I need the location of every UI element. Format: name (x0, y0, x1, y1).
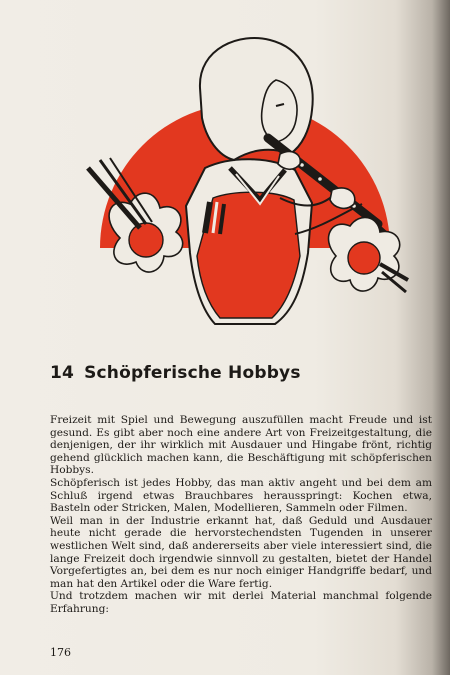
chapter-number: 14 (50, 363, 75, 383)
paragraph: Freizeit mit Spiel und Bewegung auszufüllen macht Freude und ist gesund. Es gibt aber noch eine andere Art von Freizeitgestaltung, die denjenigen, der ihr wirklich mit Ausdauer und Hingabe frönt, richtig gehend glücklich machen kann, die Beschäftigung mit schöpferischen Hobbys. (50, 414, 432, 477)
right-flower (329, 217, 408, 292)
chapter-heading (50, 363, 430, 383)
paragraph: Und trotzdem machen wir mit derlei Material manchmal folgende Erfahrung: (50, 590, 432, 615)
flute-player-illustration (80, 28, 410, 338)
chapter-title: Schöpferische Hobbys (84, 363, 301, 383)
paragraph: Weil man in der Industrie erkannt hat, daß Geduld und Ausdauer heute nicht gerade die hervorstechendsten Tugenden in unserer westlichen Welt sind, daß andererseits aber viele interessiert sind, die lange Freizeit doch irgendwie sinnvoll zu gestalten, bietet der Handel Vorgefertigtes an, bei dem es nur noch einiger Handgriffe bedarf, und man hat den Artikel oder die Ware fertig. (50, 514, 432, 590)
page-number: 176 (50, 646, 71, 659)
body-text (50, 414, 432, 616)
paragraph: Schöpferisch ist jedes Hobby, das man aktiv angeht und bei dem am Schluß irgend etwas Brauchbares herausspringt: Kochen etwa, Basteln oder Stricken, Malen, Modellieren, Sammeln oder Filmen. (50, 476, 432, 515)
